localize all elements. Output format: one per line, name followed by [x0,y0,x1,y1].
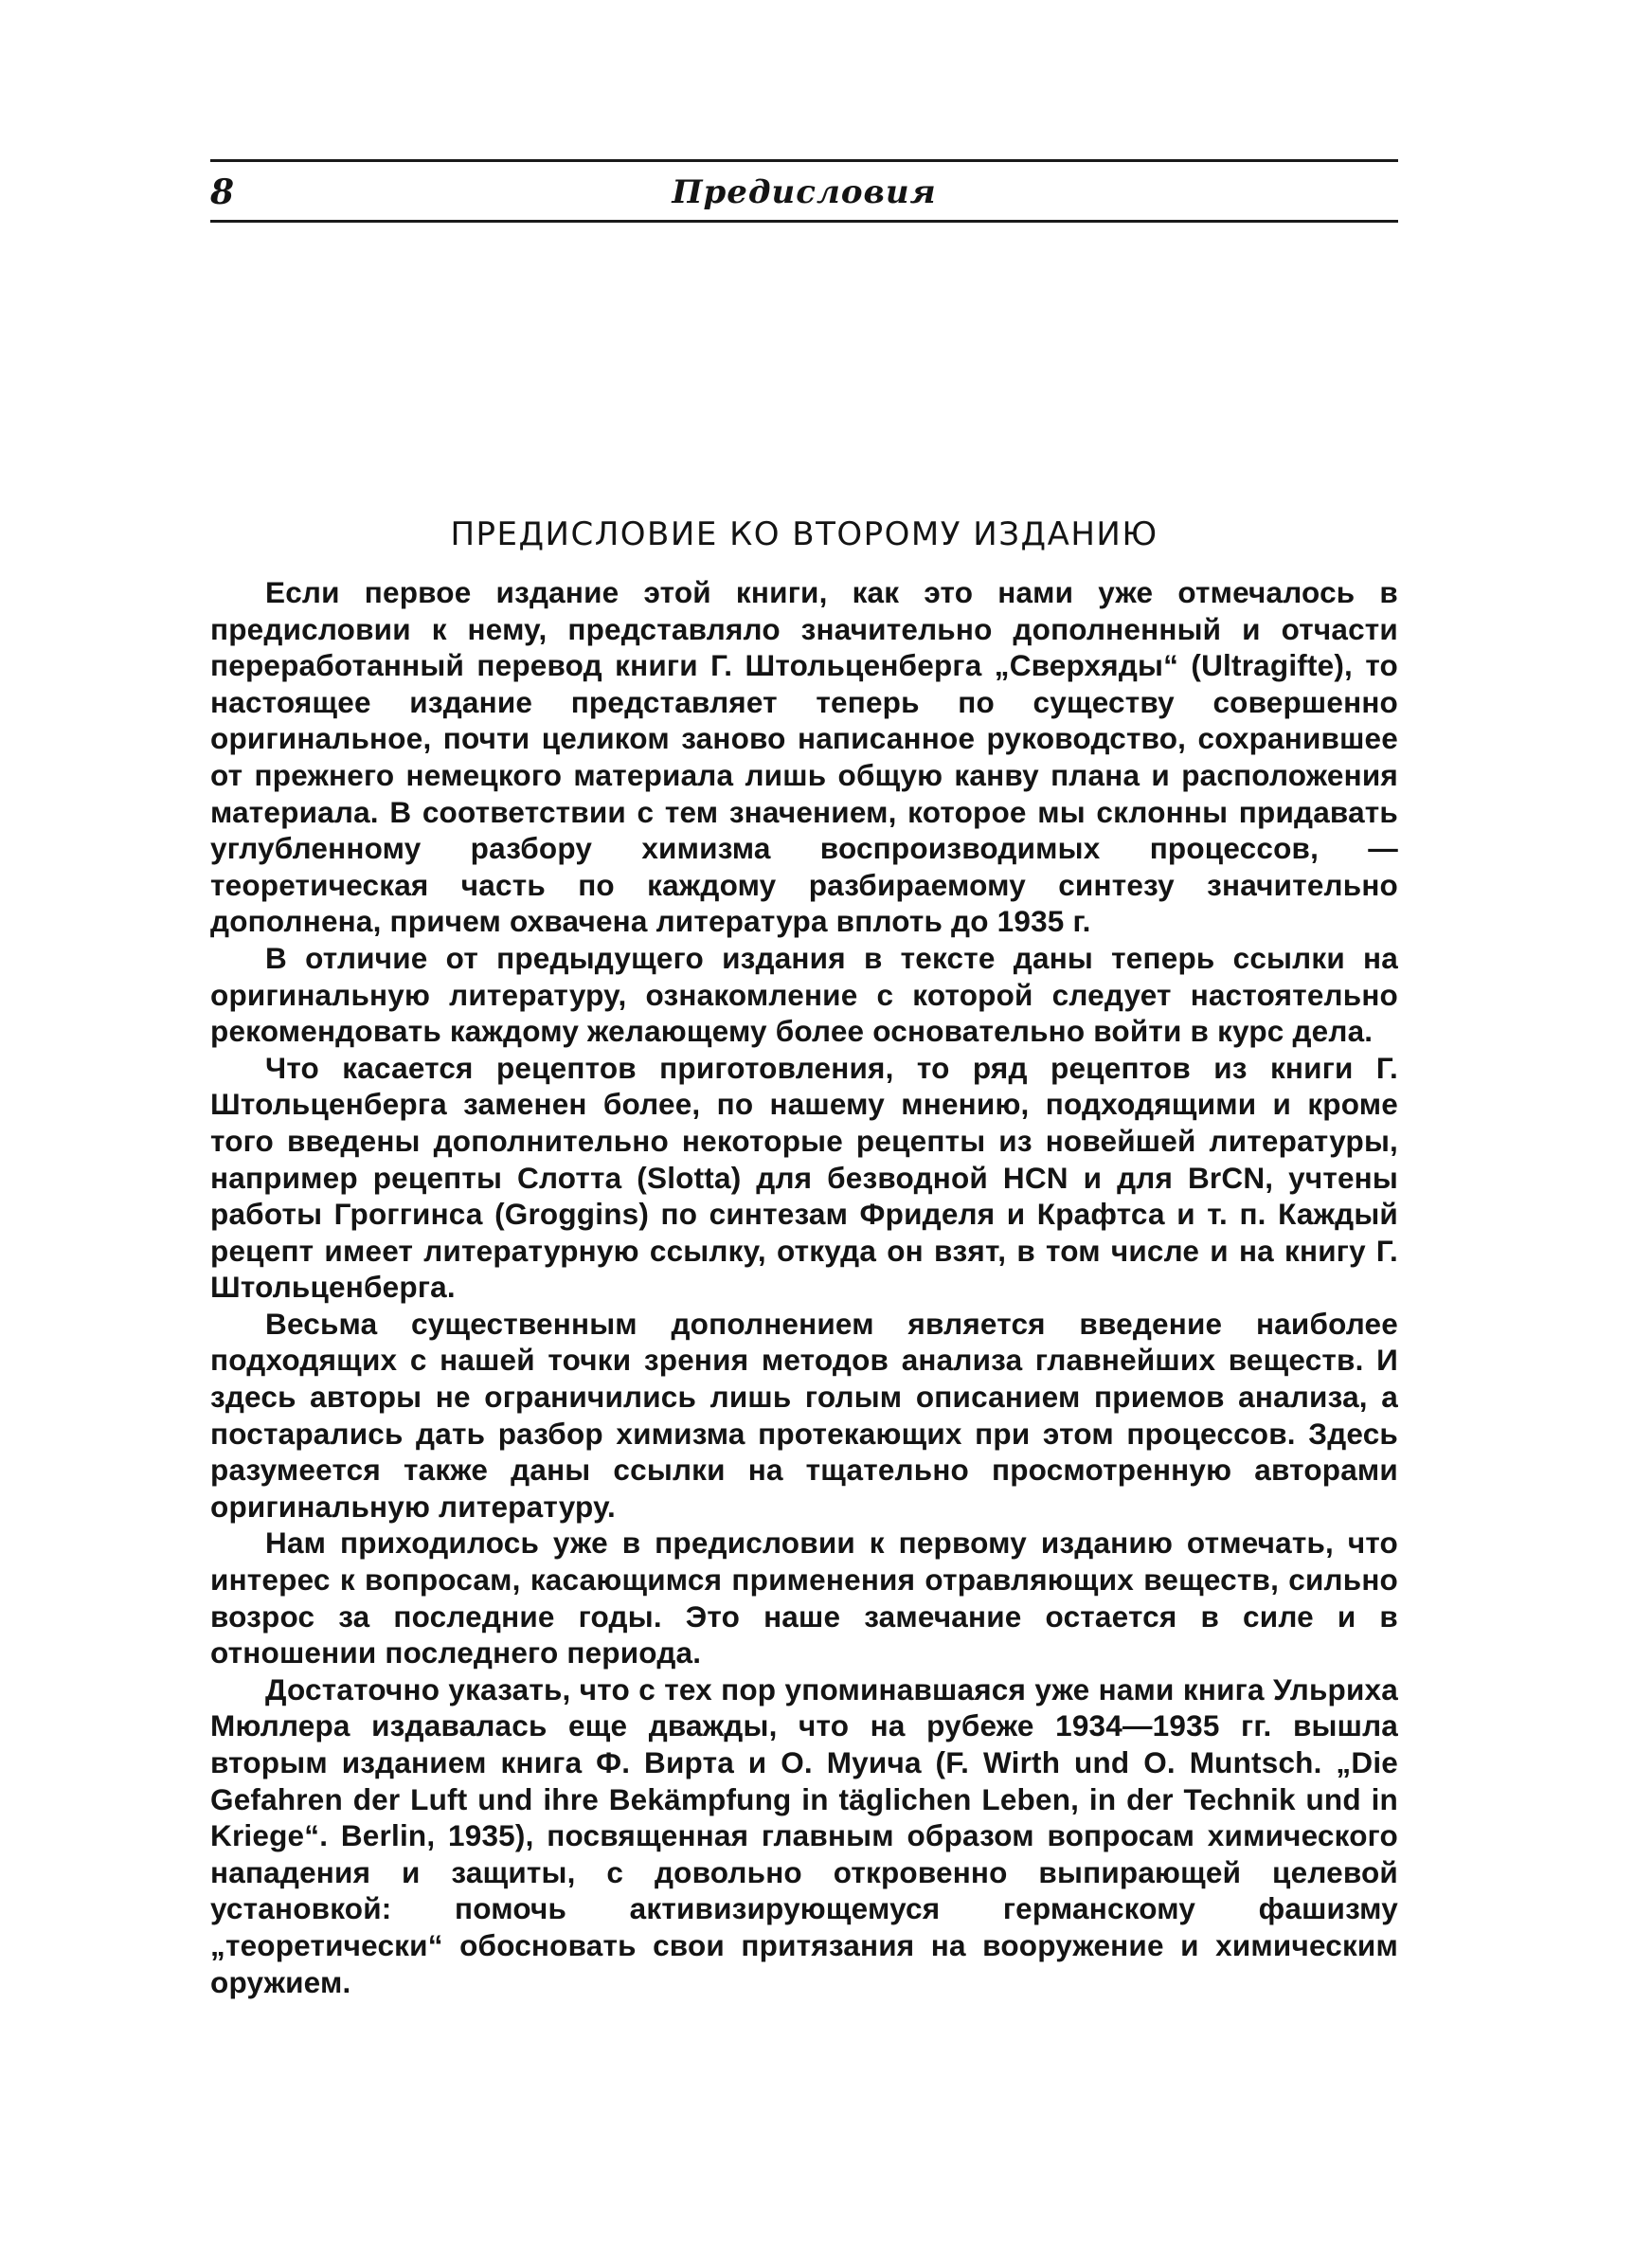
page-number: 8 [210,172,235,212]
header-top-rule [210,159,1398,162]
paragraph: Что касается рецептов приготовления, то ряд рецептов из книги Г. Штольценберга заменен более, по нашему мнению, подходящими и кроме того введены дополнительно некоторые рецепты из новейшей литературы, например рецепты Слотта (Slotta) для безводной HCN и для BrCN, учтены работы Гроггинса (Groggins) по синтезам Фриделя и Крафтса и т. п. Каждый рецепт имеет литературную ссылку, откуда он взят, в том числе и на книгу Г. Штольценберга. [210,1050,1398,1305]
header-bottom-rule [210,220,1398,223]
paragraph: Весьма существенным дополнением является введение наиболее подходящих с нашей точки зрения методов анализа главнейших веществ. И здесь авторы не ограничились лишь голым описанием приемов анализа, а постарались дать разбор химизма протекающих при этом процессов. Здесь разумеется также даны ссылки на тщательно просмотренную авторами оригинальную литературу. [210,1306,1398,1524]
running-title: Предисловия [672,173,937,211]
paragraph: Достаточно указать, что с тех пор упоминавшаяся уже нами книга Ульриха Мюллера издавалась еще дважды, что на рубеже 1934—1935 гг. вышла вторым изданием книга Ф. Вирта и О. Муича (F. Wirth und O. Muntsch. „Die Gefahren der Luft und ihre Bekämpfung in täglichen Leben, in der Technik und in Kriege“. Berlin, 1935), посвященная главным образом вопросам химического нападения и защиты, с довольно откровенно выпирающей целевой установкой: помочь активизирующемуся германскому фашизму „теоретически“ обосновать свои притязания на вооружение и химическим оружием. [210,1671,1398,1999]
body-text [210,574,1398,2000]
running-head [210,169,1398,216]
paragraph: Если первое издание этой книги, как это нами уже отмечалось в предисловии к нему, представляло значительно дополненный и отчасти переработанный перевод книги Г. Штольценберга „Сверхяды“ (Ultragifte), то настоящее издание представляет теперь по существу совершенно оригинальное, почти целиком заново написанное руководство, сохранившее от прежнего немецкого материала лишь общую канву плана и расположения материала. В соответствии с тем значением, которое мы склонны придавать углубленному разбору химизма воспроизводимых процессов, — теоретическая часть по каждому разбираемому синтезу значительно дополнена, причем охвачена литература вплоть до 1935 г. [210,575,1398,939]
paragraph: В отличие от предыдущего издания в тексте даны теперь ссылки на оригинальную литературу, ознакомление с которой следует настоятельно рекомендовать каждому желающему более основательно войти в курс дела. [210,940,1398,1049]
paragraph: Нам приходилось уже в предисловии к первому изданию отмечать, что интерес к вопросам, касающимся применения отравляющих веществ, сильно возрос за последние годы. Это наше замечание остается в силе и в отношении последнего периода. [210,1526,1398,1670]
section-title: ПРЕДИСЛОВИЕ КО ВТОРОМУ ИЗДАНИЮ [450,515,1158,554]
